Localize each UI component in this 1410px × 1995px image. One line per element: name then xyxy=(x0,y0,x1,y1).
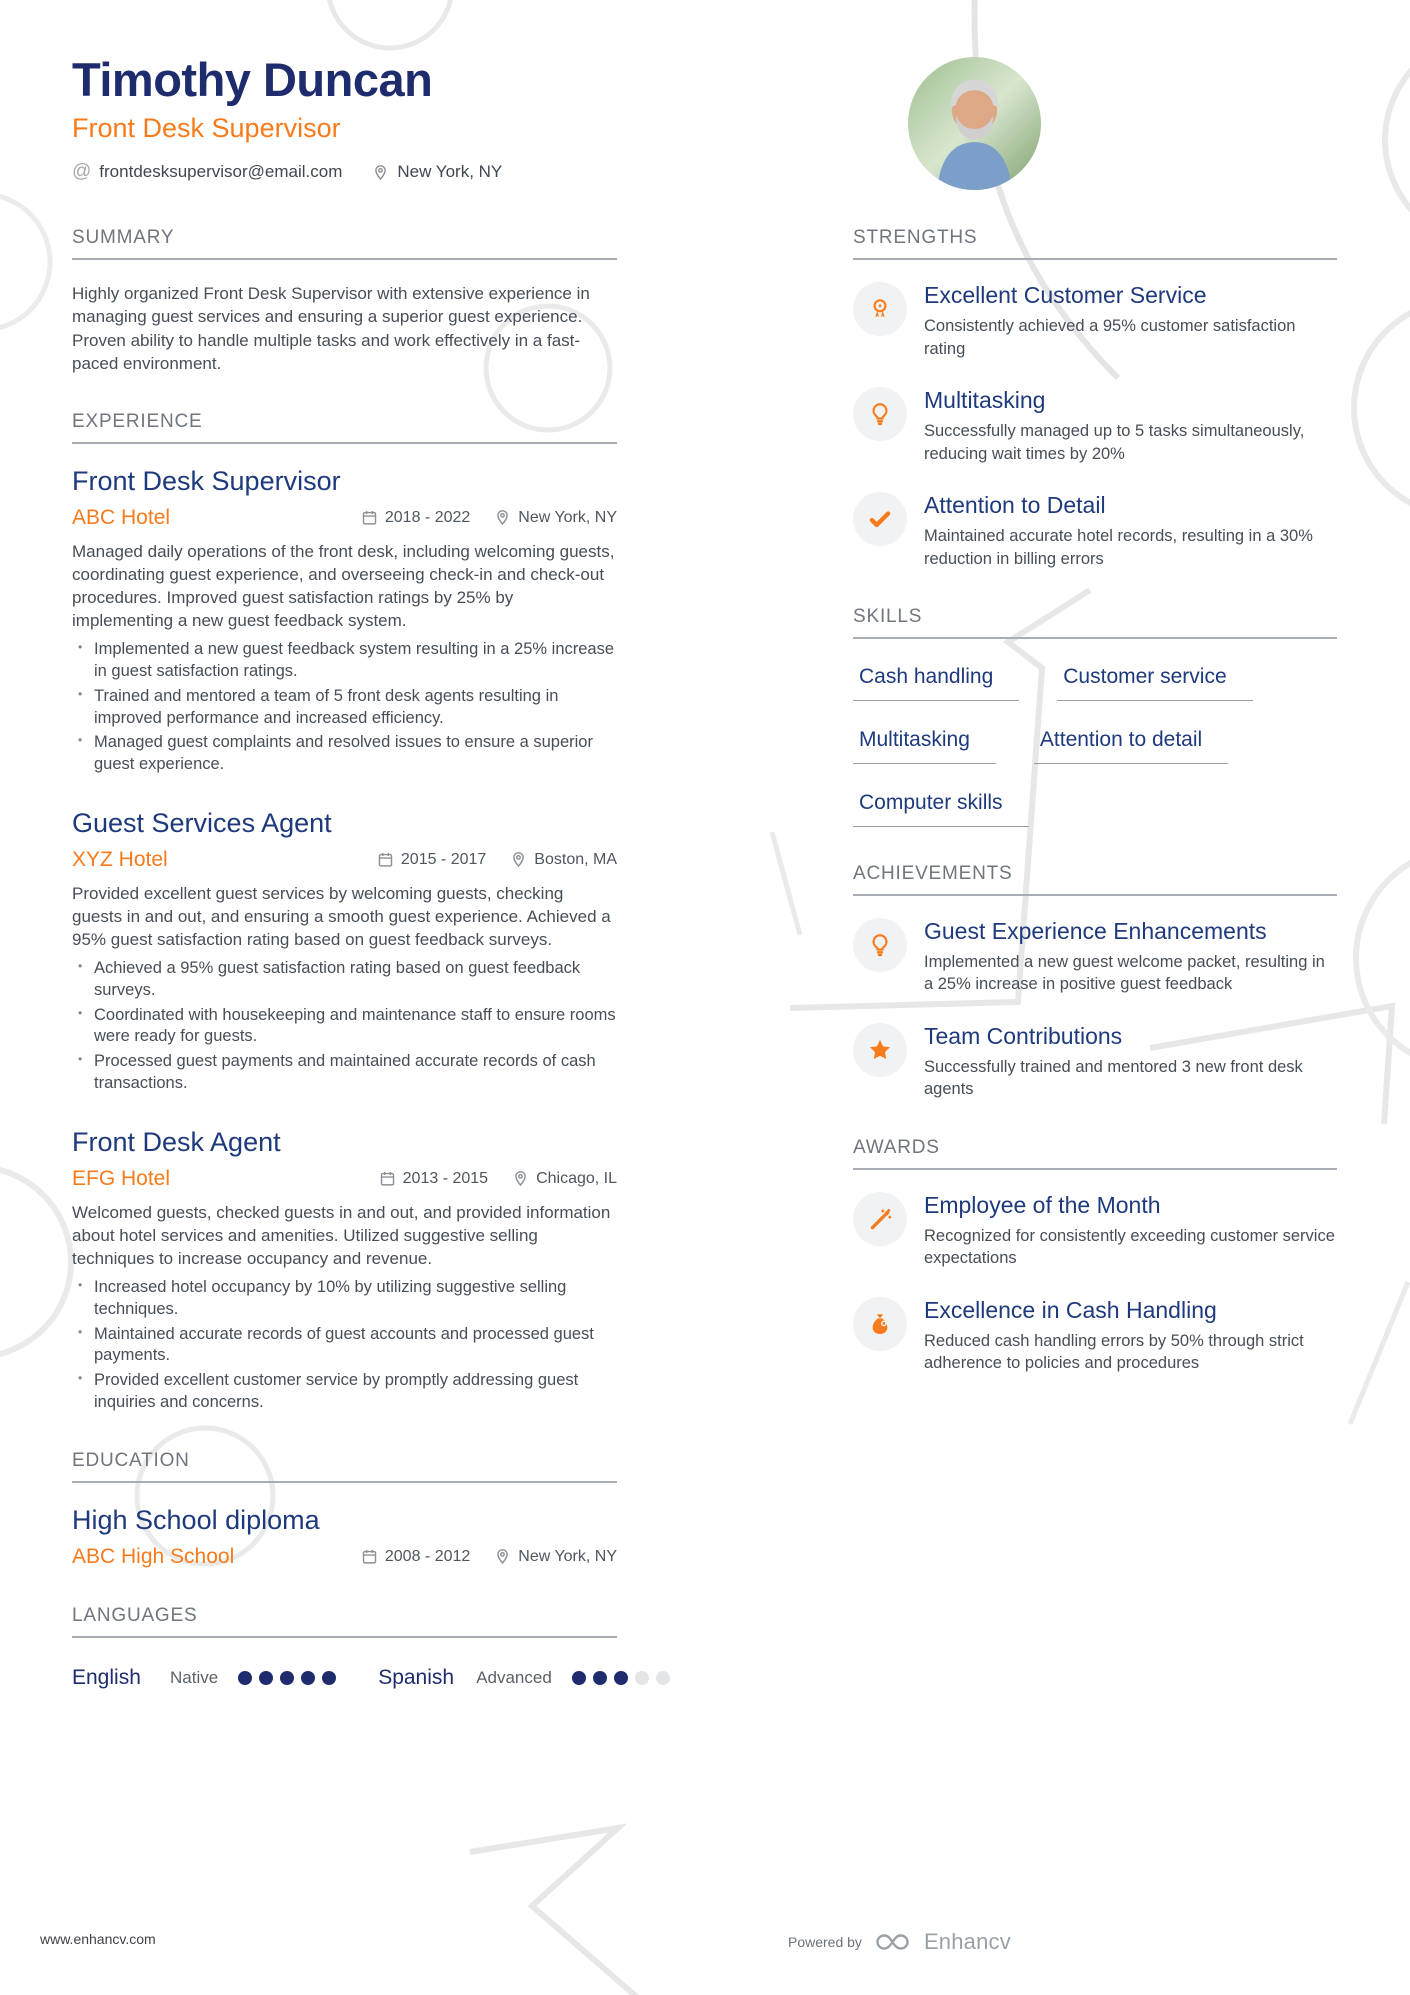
dates-item: 2008 - 2012 xyxy=(361,1548,470,1566)
job-title: Guest Services Agent xyxy=(72,807,332,838)
medal-icon xyxy=(853,282,907,336)
bullet-item: • Implemented a new guest feedback system resulting in a 25% increase in guest satisfaction ratings. xyxy=(72,639,617,683)
strengths-heading: STRENGTHS xyxy=(853,227,1337,260)
powered-by-label: Powered by xyxy=(788,1934,862,1950)
bullet-item: • Maintained accurate records of guest accounts and processed guest payments. xyxy=(72,1324,617,1368)
strength-description: Successfully managed up to 5 tasks simultaneously, reducing wait times by 20% xyxy=(924,422,1305,463)
experience-heading: EXPERIENCE xyxy=(72,411,617,444)
skills-list xyxy=(853,661,1337,827)
strength-item xyxy=(853,387,1337,465)
school-name: ABC High School xyxy=(72,1544,235,1568)
strength-description: Consistently achieved a 95% customer satisfaction rating xyxy=(924,317,1296,358)
skills-section xyxy=(853,606,1337,827)
experience-entry xyxy=(72,808,617,1095)
calendar-icon xyxy=(361,1548,378,1565)
achievement-title: Guest Experience Enhancements xyxy=(924,917,1267,944)
location-item: New York, NY xyxy=(494,1548,617,1566)
job-title: Front Desk Supervisor xyxy=(72,465,341,496)
achievement-description: Successfully trained and mentored 3 new front desk agents xyxy=(924,1057,1303,1099)
location-pin-icon xyxy=(512,1170,529,1187)
bullet-item: • Processed guest payments and maintained accurate records of cash transactions. xyxy=(72,1051,617,1095)
location-pin-icon xyxy=(494,1548,511,1565)
dates-item: 2013 - 2015 xyxy=(379,1170,488,1188)
award-title: Employee of the Month xyxy=(924,1191,1161,1218)
job-bullets xyxy=(72,639,617,776)
education-entry xyxy=(72,1505,617,1569)
skill-item: Customer service xyxy=(1057,665,1252,701)
bullet-item: • Achieved a 95% guest satisfaction rating based on guest feedback surveys. xyxy=(72,958,617,1002)
skill-item: Cash handling xyxy=(853,665,1019,701)
strength-title: Excellent Customer Service xyxy=(924,282,1207,309)
strengths-section xyxy=(853,227,1337,570)
skill-item: Attention to detail xyxy=(1034,728,1228,764)
achievement-item xyxy=(853,1023,1337,1101)
magic-wand-icon xyxy=(853,1192,907,1246)
language-name: English xyxy=(72,1665,141,1689)
bullet-item: • Increased hotel occupancy by 10% by utilizing suggestive selling techniques. xyxy=(72,1277,617,1321)
skill-item: Computer skills xyxy=(853,791,1029,827)
achievement-item xyxy=(853,918,1337,996)
strength-title: Multitasking xyxy=(924,387,1046,414)
skill-item: Multitasking xyxy=(853,728,996,764)
summary-heading: SUMMARY xyxy=(72,227,617,260)
achievements-section xyxy=(853,863,1337,1101)
awards-section xyxy=(853,1137,1337,1375)
resume-header xyxy=(72,55,1337,183)
company-name: EFG Hotel xyxy=(72,1166,171,1190)
languages-section xyxy=(72,1605,617,1690)
bullet-item: • Managed guest complaints and resolved issues to ensure a superior guest experience. xyxy=(72,732,617,776)
strength-item xyxy=(853,492,1337,570)
language-item xyxy=(72,1666,336,1690)
experience-section xyxy=(72,411,617,1414)
job-title: Front Desk Agent xyxy=(72,1126,281,1157)
achievements-heading: ACHIEVEMENTS xyxy=(853,863,1337,896)
experience-entry xyxy=(72,466,617,776)
education-section xyxy=(72,1450,617,1569)
location-pin-icon xyxy=(510,851,527,868)
summary-text: Highly organized Front Desk Supervisor with extensive experience in managing guest services and ensuring a superior guest experience. Proven ability to handle multiple tasks and work effectively in a fast-paced environment. xyxy=(72,284,590,373)
lightbulb-icon xyxy=(853,918,907,972)
check-icon xyxy=(853,492,907,546)
enhancv-brand-name: Enhancv xyxy=(923,1929,1011,1954)
bullet-item: • Coordinated with housekeeping and maintenance staff to ensure rooms were ready for guests. xyxy=(72,1005,617,1049)
bullet-item: • Trained and mentored a team of 5 front desk agents resulting in improved performance and increased efficiency. xyxy=(72,686,617,730)
strength-item xyxy=(853,282,1337,360)
achievement-description: Implemented a new guest welcome packet, resulting in a 25% increase in positive guest feedback xyxy=(924,952,1325,994)
strength-title: Attention to Detail xyxy=(924,492,1106,519)
calendar-icon xyxy=(361,509,378,526)
degree-title: High School diploma xyxy=(72,1504,320,1535)
language-proficiency-dots xyxy=(572,1671,670,1685)
left-column xyxy=(72,227,617,1725)
enhancv-website-link[interactable]: www.enhancv.com xyxy=(40,1931,156,1947)
powered-by-block[interactable] xyxy=(788,1929,1011,1955)
calendar-icon xyxy=(377,851,394,868)
achievement-title: Team Contributions xyxy=(924,1022,1123,1049)
strength-description: Maintained accurate hotel records, resulting in a 30% reduction in billing errors xyxy=(924,527,1313,568)
star-icon xyxy=(853,1023,907,1077)
location-item: Boston, MA xyxy=(510,851,617,869)
awards-heading: AWARDS xyxy=(853,1137,1337,1170)
job-description: Welcomed guests, checked guests in and out, and provided information about hotel services and amenities. Utilized suggestive selling techniques to increase occupancy and revenue. xyxy=(72,1202,611,1268)
dates-item: 2015 - 2017 xyxy=(377,851,486,869)
person-job-title: Front Desk Supervisor xyxy=(72,113,341,144)
job-description: Managed daily operations of the front desk, including welcoming guests, coordinating guest experience, and overseeing check-in and check-out procedures. Improved guest satisfaction ratings by 25% by implementing a new guest feedback system. xyxy=(72,541,615,631)
person-name: Timothy Duncan xyxy=(72,53,433,106)
bullet-item: • Provided excellent customer service by promptly addressing guest inquiries and concerns. xyxy=(72,1370,617,1414)
location-pin-icon xyxy=(494,509,511,526)
enhancv-logo-icon xyxy=(874,1932,912,1952)
location-item: New York, NY xyxy=(494,509,617,527)
email-item[interactable] xyxy=(72,161,342,183)
language-item xyxy=(378,1666,670,1690)
location-item xyxy=(372,162,502,182)
contact-row xyxy=(72,161,1337,183)
award-description: Reduced cash handling errors by 50% through strict adherence to policies and procedures xyxy=(924,1331,1304,1373)
language-level: Native xyxy=(170,1667,219,1687)
location-pin-icon xyxy=(372,164,389,181)
calendar-icon xyxy=(379,1170,396,1187)
language-level: Advanced xyxy=(476,1667,552,1687)
award-description: Recognized for consistently exceeding customer service expectations xyxy=(924,1226,1335,1268)
location-item: Chicago, IL xyxy=(512,1170,617,1188)
dates-item: 2018 - 2022 xyxy=(361,509,470,527)
location-text: New York, NY xyxy=(397,162,503,182)
job-bullets xyxy=(72,1277,617,1414)
company-name: ABC Hotel xyxy=(72,505,171,529)
job-bullets xyxy=(72,958,617,1095)
experience-entry xyxy=(72,1127,617,1414)
email-text: frontdesksupervisor@email.com xyxy=(99,162,343,182)
award-item xyxy=(853,1297,1337,1375)
at-icon: @ xyxy=(72,161,92,183)
award-item xyxy=(853,1192,1337,1270)
language-proficiency-dots xyxy=(238,1671,336,1685)
languages-heading: LANGUAGES xyxy=(72,1605,617,1638)
education-heading: EDUCATION xyxy=(72,1450,617,1483)
job-description: Provided excellent guest services by welcoming guests, checking guests in and out, and ensuring a smooth guest experience. Achieved a 95% guest satisfaction rating based on guest feedback surveys. xyxy=(72,883,611,950)
money-bag-icon xyxy=(853,1297,907,1351)
summary-section xyxy=(72,227,617,374)
company-name: XYZ Hotel xyxy=(72,847,168,871)
award-title: Excellence in Cash Handling xyxy=(924,1296,1217,1323)
language-name: Spanish xyxy=(378,1665,455,1689)
lightbulb-icon xyxy=(853,387,907,441)
right-column xyxy=(853,227,1337,1725)
skills-heading: SKILLS xyxy=(853,606,1337,639)
